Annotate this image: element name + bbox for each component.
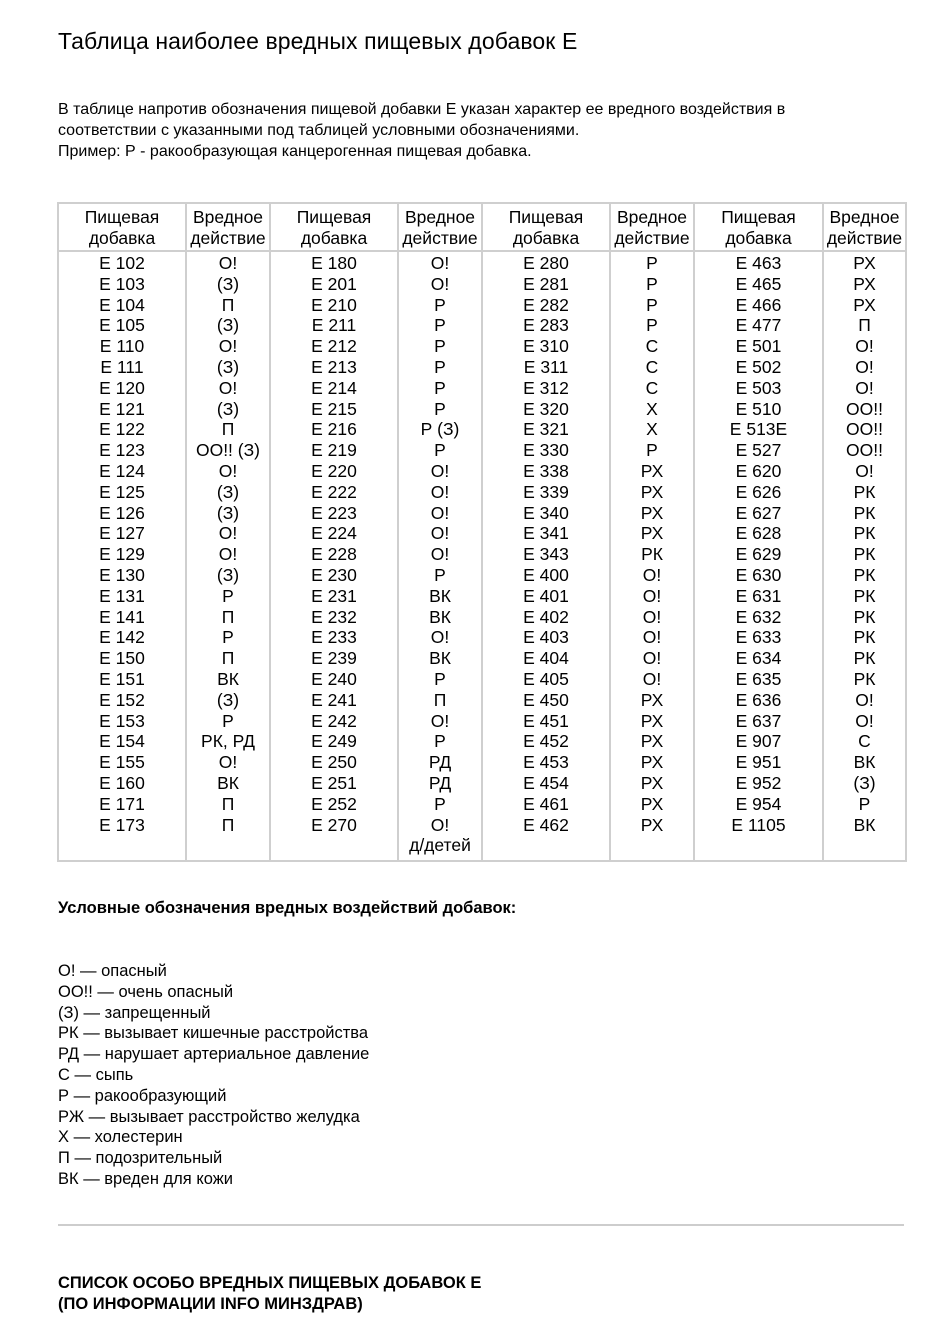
additive-cell: Е 213 bbox=[311, 356, 357, 377]
header-additive: Пищевая добавка bbox=[694, 203, 823, 251]
table-header-row bbox=[58, 203, 906, 251]
legend-item: ОО!! — очень опасный bbox=[58, 982, 234, 1001]
additive-cell: Е 150 bbox=[99, 648, 145, 669]
intro-text bbox=[58, 99, 918, 162]
additive-cell: Е 127 bbox=[99, 523, 145, 544]
additive-cell: Е 1105 bbox=[731, 814, 786, 835]
effect-cell: РХ bbox=[640, 710, 664, 731]
effect-cell: П bbox=[221, 294, 235, 315]
additives-table bbox=[57, 202, 907, 862]
additive-cell: Е 952 bbox=[735, 772, 782, 793]
additive-cell: Е 249 bbox=[311, 731, 357, 752]
additive-cell: Е 151 bbox=[99, 668, 145, 689]
effect-cell: РК bbox=[853, 564, 876, 585]
additive-cell: Е 141 bbox=[99, 606, 145, 627]
effect-cell: О! bbox=[642, 627, 662, 648]
additive-cell: Е 338 bbox=[523, 460, 569, 481]
additive-cell: Е 130 bbox=[99, 564, 145, 585]
additive-cell: Е 632 bbox=[735, 606, 782, 627]
effect-cell: Р bbox=[434, 668, 446, 689]
effect-cell: О! bbox=[430, 544, 450, 565]
effect-cell: (З) bbox=[216, 502, 240, 523]
effect-cell: Р bbox=[222, 585, 234, 606]
effect-cell: РХ bbox=[640, 460, 664, 481]
additive-cell: Е 907 bbox=[735, 731, 782, 752]
effect-cell: О! bbox=[430, 502, 450, 523]
effect-cell: О! bbox=[855, 356, 874, 377]
effect-cell: Р bbox=[434, 731, 446, 752]
legend-list bbox=[58, 961, 369, 1190]
effect-cell: О! bbox=[855, 336, 874, 357]
additive-cell: Е 250 bbox=[311, 752, 357, 773]
effect-cell: Р bbox=[646, 294, 658, 315]
additive-cell: Е 341 bbox=[523, 523, 569, 544]
additive-cell: Е 153 bbox=[99, 710, 145, 731]
additive-cell: Е 239 bbox=[311, 648, 357, 669]
additive-cell: Е 463 bbox=[735, 253, 782, 273]
intro-example: Пример: Р - ракообразующая канцерогенная пищевая добавка. bbox=[58, 143, 532, 160]
additive-cell: Е 230 bbox=[311, 564, 357, 585]
additive-column bbox=[482, 251, 610, 861]
additive-cell: Е 453 bbox=[523, 752, 569, 773]
additive-cell: Е 104 bbox=[99, 294, 145, 315]
page-title: Таблица наиболее вредных пищевых добавок Е bbox=[58, 28, 578, 54]
effect-cell: Р bbox=[434, 294, 446, 315]
legend-item: РД — нарушает артериальное давление bbox=[58, 1045, 370, 1064]
effect-cell: Р bbox=[434, 377, 446, 398]
additive-cell: Е 503 bbox=[735, 377, 782, 398]
effect-cell: О! bbox=[855, 689, 874, 710]
effect-cell: РК bbox=[853, 648, 876, 669]
effect-cell: С bbox=[645, 336, 659, 357]
additive-cell: Е 155 bbox=[99, 752, 145, 773]
effect-cell: О! bbox=[855, 377, 874, 398]
effect-cell: РХ bbox=[640, 502, 664, 523]
additive-cell: Е 330 bbox=[523, 440, 569, 461]
effect-cell: РК bbox=[853, 585, 876, 606]
effect-cell: (З) bbox=[853, 772, 876, 793]
effect-cell: О! bbox=[430, 523, 450, 544]
additive-cell: Е 223 bbox=[311, 502, 357, 523]
additive-column bbox=[58, 251, 186, 861]
effect-cell: (З) bbox=[216, 689, 240, 710]
effect-cell: РК bbox=[641, 544, 663, 565]
effect-cell: (З) bbox=[216, 398, 240, 419]
effect-cell: РХ bbox=[640, 793, 664, 814]
additive-cell: Е 343 bbox=[523, 544, 569, 565]
additive-cell: Е 232 bbox=[311, 606, 357, 627]
additive-cell: Е 242 bbox=[311, 710, 357, 731]
effect-cell: Р bbox=[434, 315, 446, 336]
effect-cell: О! bbox=[430, 710, 450, 731]
additive-cell: Е 154 bbox=[99, 731, 145, 752]
additive-cell: Е 461 bbox=[523, 793, 569, 814]
effect-cell: Р bbox=[646, 273, 658, 294]
additive-cell: Е 252 bbox=[311, 793, 357, 814]
effect-cell: РХ bbox=[853, 273, 876, 294]
additive-cell: Е 454 bbox=[523, 772, 569, 793]
effect-cell: Р bbox=[434, 336, 446, 357]
effect-cell: (З) bbox=[216, 273, 240, 294]
additive-cell: Е 171 bbox=[99, 793, 145, 814]
effect-cell: П bbox=[858, 315, 871, 336]
effect-cell: ВК bbox=[429, 585, 451, 606]
additive-cell: Е 102 bbox=[99, 253, 145, 273]
effect-cell: О! bbox=[218, 460, 238, 481]
effect-column bbox=[186, 251, 270, 861]
additive-cell: Е 466 bbox=[735, 294, 782, 315]
effect-cell: (З) bbox=[216, 481, 240, 502]
effect-cell: О! bbox=[218, 377, 238, 398]
effect-cell: Р (З) bbox=[420, 419, 460, 440]
additive-cell: Е 631 bbox=[735, 585, 782, 606]
additive-cell: Е 283 bbox=[523, 315, 569, 336]
additive-cell: Е 214 bbox=[311, 377, 357, 398]
special-list-title bbox=[58, 1273, 481, 1315]
legend-item: (З) — запрещенный bbox=[58, 1003, 211, 1022]
additive-cell: Е 320 bbox=[523, 398, 569, 419]
additive-cell: Е 400 bbox=[523, 564, 569, 585]
additive-cell: Е 224 bbox=[311, 523, 357, 544]
intro-line: В таблице напротив обозначения пищевой добавки Е указан характер ее вредного воздействия в bbox=[58, 101, 786, 118]
effect-cell: Р bbox=[646, 253, 658, 273]
additive-cell: Е 405 bbox=[523, 668, 569, 689]
effect-cell: П bbox=[221, 606, 235, 627]
effect-cell: О! bbox=[642, 564, 662, 585]
effect-cell: П bbox=[221, 648, 235, 669]
additive-cell: Е 339 bbox=[523, 481, 569, 502]
effect-cell: П bbox=[433, 689, 447, 710]
additive-cell: Е 220 bbox=[311, 460, 357, 481]
effect-cell: О! bbox=[218, 336, 238, 357]
additive-cell: Е 211 bbox=[311, 315, 357, 336]
additive-cell: Е 270 bbox=[311, 814, 357, 835]
effect-cell: РХ bbox=[853, 294, 876, 315]
effect-cell: РХ bbox=[640, 481, 664, 502]
additive-cell: Е 123 bbox=[99, 440, 145, 461]
effect-cell: О! bbox=[430, 460, 450, 481]
effect-cell: Р bbox=[434, 793, 446, 814]
effect-cell: РК bbox=[853, 481, 876, 502]
header-additive: Пищевая добавка bbox=[482, 203, 610, 251]
effect-cell: РД bbox=[428, 752, 452, 773]
effect-cell: РХ bbox=[640, 523, 664, 544]
additive-cell: Е 402 bbox=[523, 606, 569, 627]
additive-cell: Е 477 bbox=[735, 315, 782, 336]
additive-cell: Е 626 bbox=[735, 481, 782, 502]
effect-cell: РХ bbox=[640, 731, 664, 752]
special-list-title-line: СПИСОК ОСОБО ВРЕДНЫХ ПИЩЕВЫХ ДОБАВОК Е bbox=[58, 1274, 482, 1292]
effect-cell: ВК bbox=[853, 752, 876, 773]
effect-cell: Р bbox=[858, 793, 871, 814]
additive-cell: Е 465 bbox=[735, 273, 782, 294]
effect-cell: Р bbox=[646, 440, 658, 461]
effect-cell: РК bbox=[853, 668, 876, 689]
effect-cell: РК bbox=[853, 606, 876, 627]
effect-cell: П bbox=[221, 814, 235, 835]
effect-cell: (З) bbox=[216, 356, 240, 377]
additive-cell: Е 222 bbox=[311, 481, 357, 502]
additive-cell: Е 620 bbox=[735, 460, 782, 481]
additive-cell: Е 450 bbox=[523, 689, 569, 710]
additive-cell: Е 636 bbox=[735, 689, 782, 710]
additive-cell: Е 633 bbox=[735, 627, 782, 648]
additive-cell: Е 281 bbox=[523, 273, 569, 294]
special-list-title-line: (ПО ИНФОРМАЦИИ INFO МИНЗДРАВ) bbox=[58, 1295, 363, 1313]
effect-cell: РХ bbox=[853, 253, 876, 273]
effect-cell: РХ bbox=[640, 689, 664, 710]
additive-cell: Е 637 bbox=[735, 710, 782, 731]
effect-column bbox=[610, 251, 694, 861]
effect-cell: О! bbox=[430, 481, 450, 502]
effect-cell: О! bbox=[430, 627, 450, 648]
additive-cell: Е 103 bbox=[99, 273, 145, 294]
effect-cell: ОО!! bbox=[846, 419, 883, 440]
additive-cell: Е 120 bbox=[99, 377, 145, 398]
effect-cell: Р bbox=[434, 564, 446, 585]
additive-cell: Е 124 bbox=[99, 460, 145, 481]
effect-cell: О! bbox=[218, 544, 238, 565]
additive-cell: Е 451 bbox=[523, 710, 569, 731]
additive-cell: Е 510 bbox=[735, 398, 782, 419]
additive-cell: Е 231 bbox=[311, 585, 357, 606]
additive-cell: Е 282 bbox=[523, 294, 569, 315]
effect-cell: РК bbox=[853, 627, 876, 648]
effect-cell: Р bbox=[434, 440, 446, 461]
additive-cell: Е 627 bbox=[735, 502, 782, 523]
additive-cell: Е 233 bbox=[311, 627, 357, 648]
intro-line: соответствии с указанными под таблицей условными обозначениями. bbox=[58, 122, 580, 139]
additive-cell: Е 629 bbox=[735, 544, 782, 565]
additive-cell: Е 340 bbox=[523, 502, 569, 523]
effect-cell: О! bbox=[218, 752, 238, 773]
additive-cell: Е 228 bbox=[311, 544, 357, 565]
additive-cell: Е 219 bbox=[311, 440, 357, 461]
legend-item: Х — холестерин bbox=[58, 1128, 183, 1147]
additive-cell: Е 240 bbox=[311, 668, 357, 689]
additive-cell: Е 210 bbox=[311, 294, 357, 315]
effect-cell: Р bbox=[646, 315, 658, 336]
additive-cell: Е 452 bbox=[523, 731, 569, 752]
effect-cell: РК bbox=[853, 544, 876, 565]
effect-cell: РХ bbox=[640, 752, 664, 773]
effect-cell: О! bbox=[642, 585, 662, 606]
effect-cell: ОО!! bbox=[846, 440, 883, 461]
header-effect: Вредное действие bbox=[610, 203, 694, 251]
additive-cell: Е 951 bbox=[735, 752, 782, 773]
effect-cell: ВК bbox=[217, 772, 239, 793]
effect-cell: С bbox=[858, 731, 871, 752]
effect-cell: ВК bbox=[429, 648, 451, 669]
additive-cell: Е 513Е bbox=[729, 419, 788, 440]
header-effect: Вредное действие bbox=[186, 203, 270, 251]
legend-item: П — подозрительный bbox=[58, 1149, 223, 1168]
effect-cell: О! bbox=[430, 814, 450, 835]
additive-cell: Е 215 bbox=[311, 398, 357, 419]
additive-cell: Е 111 bbox=[100, 356, 144, 377]
effect-cell: П bbox=[221, 793, 235, 814]
additive-cell: Е 501 bbox=[735, 336, 782, 357]
effect-column bbox=[823, 251, 906, 861]
effect-cell: Х bbox=[646, 398, 658, 419]
additive-cell: Е 321 bbox=[523, 419, 569, 440]
legend-item: ВК — вреден для кожи bbox=[58, 1169, 233, 1188]
additive-cell: Е 142 bbox=[99, 627, 145, 648]
additive-cell: Е 105 bbox=[99, 315, 145, 336]
additive-cell: Е 131 bbox=[99, 585, 145, 606]
additive-cell: Е 121 bbox=[99, 398, 145, 419]
effect-cell: Р bbox=[222, 710, 234, 731]
additive-cell: Е 954 bbox=[735, 793, 782, 814]
effect-cell: Х bbox=[646, 419, 658, 440]
additive-column bbox=[694, 251, 823, 861]
effect-cell: О! bbox=[642, 668, 662, 689]
effect-cell: С bbox=[645, 377, 659, 398]
additive-cell: Е 630 bbox=[735, 564, 782, 585]
effect-cell: ВК bbox=[853, 814, 876, 835]
effect-cell: Р bbox=[434, 398, 446, 419]
additive-cell: Е 628 bbox=[735, 523, 782, 544]
additive-cell: Е 251 bbox=[311, 772, 357, 793]
effect-cell: РК, РД bbox=[201, 731, 255, 752]
legend-item: РЖ — вызывает расстройство желудка bbox=[58, 1107, 360, 1126]
additive-column bbox=[270, 251, 398, 861]
header-effect: Вредное действие bbox=[398, 203, 482, 251]
legend-title: Условные обозначения вредных воздействий добавок: bbox=[58, 899, 517, 917]
effect-cell: РД bbox=[428, 772, 452, 793]
effect-cell: д/детей bbox=[409, 835, 471, 856]
legend-item: О! — опасный bbox=[58, 962, 167, 980]
additive-cell: Е 403 bbox=[523, 627, 569, 648]
additive-cell: Е 401 bbox=[523, 585, 569, 606]
effect-cell: (З) bbox=[216, 315, 240, 336]
effect-cell: О! bbox=[642, 606, 662, 627]
additive-cell: Е 280 bbox=[523, 253, 569, 273]
additive-cell: Е 634 bbox=[735, 648, 782, 669]
legend-item: С — сыпь bbox=[58, 1065, 134, 1084]
effect-cell: (З) bbox=[216, 564, 240, 585]
effect-cell: ОО!! bbox=[846, 398, 883, 419]
effect-cell: П bbox=[221, 419, 235, 440]
additive-cell: Е 180 bbox=[311, 253, 357, 273]
effect-column bbox=[398, 251, 482, 861]
additive-cell: Е 635 bbox=[735, 668, 782, 689]
additive-cell: Е 110 bbox=[99, 336, 145, 357]
header-additive: Пищевая добавка bbox=[58, 203, 186, 251]
additive-cell: Е 310 bbox=[523, 336, 569, 357]
additive-cell: Е 152 bbox=[99, 689, 145, 710]
effect-cell: ВК bbox=[217, 668, 239, 689]
additive-cell: Е 462 bbox=[523, 814, 569, 835]
effect-cell: О! bbox=[218, 253, 238, 273]
legend-item: РК — вызывает кишечные расстройства bbox=[58, 1024, 369, 1043]
effect-cell: РК bbox=[853, 502, 876, 523]
effect-cell: ОО!! (З) bbox=[195, 440, 261, 461]
effect-cell: О! bbox=[855, 710, 874, 731]
effect-cell: О! bbox=[855, 460, 874, 481]
effect-cell: С bbox=[645, 356, 659, 377]
additive-cell: Е 126 bbox=[99, 502, 145, 523]
additive-cell: Е 311 bbox=[523, 356, 569, 377]
additive-cell: Е 125 bbox=[99, 481, 145, 502]
effect-cell: Р bbox=[434, 356, 446, 377]
effect-cell: ВК bbox=[429, 606, 451, 627]
additive-cell: Е 527 bbox=[735, 440, 782, 461]
effect-cell: О! bbox=[430, 253, 450, 273]
additive-cell: Е 502 bbox=[735, 356, 782, 377]
effect-cell: О! bbox=[642, 648, 662, 669]
effect-cell: О! bbox=[218, 523, 238, 544]
additive-cell: Е 212 bbox=[311, 336, 357, 357]
additive-cell: Е 160 bbox=[99, 772, 145, 793]
additive-cell: Е 241 bbox=[311, 689, 357, 710]
effect-cell: Р bbox=[222, 627, 234, 648]
header-additive: Пищевая добавка bbox=[270, 203, 398, 251]
effect-cell: РХ bbox=[640, 772, 664, 793]
header-effect: Вредное действие bbox=[823, 203, 906, 251]
additive-cell: Е 201 bbox=[311, 273, 357, 294]
additive-cell: Е 312 bbox=[523, 377, 569, 398]
legend-item: Р — ракообразующий bbox=[58, 1086, 227, 1105]
effect-cell: РХ bbox=[640, 814, 664, 835]
additive-cell: Е 404 bbox=[523, 648, 569, 669]
additive-cell: Е 173 bbox=[99, 814, 145, 835]
additive-cell: Е 216 bbox=[311, 419, 357, 440]
section-divider bbox=[58, 1224, 904, 1226]
additive-cell: Е 129 bbox=[99, 544, 145, 565]
effect-cell: РК bbox=[853, 523, 876, 544]
effect-cell: О! bbox=[430, 273, 450, 294]
table-body-row bbox=[58, 251, 906, 861]
additive-cell: Е 122 bbox=[99, 419, 145, 440]
